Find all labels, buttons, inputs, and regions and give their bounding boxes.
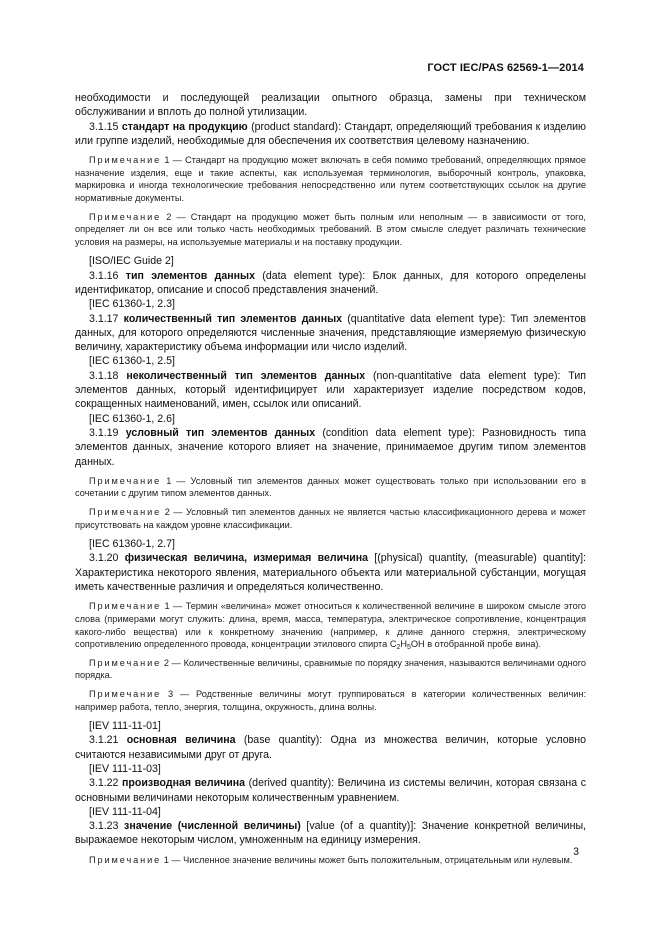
term: количественный тип элементов данных <box>123 312 343 325</box>
reference: [IEC 61360-1, 2.6] <box>89 412 175 425</box>
term: условный тип элементов данных <box>125 426 316 439</box>
page-number: 3 <box>573 846 579 858</box>
reference: [IEV 111-11-04] <box>89 805 161 818</box>
document-header: ГОСТ IEC/PAS 62569-1—2014 <box>427 62 584 74</box>
note-3-1-20-1: Примечание 1 — Термин «величина» может относиться к количественной величине в широком смысле этого слова (примерами могут служить: длина, время, масса, температура, электрическое сопротивление, концентрация какого-либо вещества) или к конкретному значению (например, к длине данного стержня, электрическому сопротивлению определенного провода, концентрации этилового спирта $C_2H_5OH$ в отобранной пробе вина). <box>75 601 586 652</box>
note-3-1-23-1: Примечание 1 — Численное значение величины может быть положительным, отрицательным или нулевым. <box>89 854 573 865</box>
reference: [IEC 61360-1, 2.7] <box>89 538 175 551</box>
paragraph-continuation: необходимости и последующей реализации опытного образца, замены при техническом обслуживании и вплоть до полной утилизации. <box>75 92 586 119</box>
reference: [IEV 111-11-01] <box>89 720 161 733</box>
note-3-1-20-3: Примечание 3 — Родственные величины могут группироваться в категории количественных величин: например работа, тепло, энергия, толщина, окружность, длина волны. <box>75 688 586 712</box>
note-3-1-19-2: Примечание 2 — Условный тип элементов данных не является частью классификационного дерева и может присутствовать на каждом уровне классификации. <box>75 506 586 530</box>
term: значение (численной величины) <box>124 820 301 833</box>
definition-3-1-18: 3.1.18 неколичественный тип элементов данных (non-quantitative data element type): Тип элементов данных, который идентифицирует или характеризует изделие посредством кодов, сокращенных наименований, имен, ссылок или описаний. <box>75 369 586 411</box>
definition-3-1-15: 3.1.15 стандарт на продукцию (product standard): Стандарт, определяющий требования к изделию или группе изделий, необходимые для обеспечения их соответствия целевому назначению. <box>75 120 586 147</box>
document-body <box>75 91 586 872</box>
definition-3-1-22: 3.1.22 производная величина (derived quantity): Величина из системы величин, которая связана с основными величинами некоторым количественным уравнением. <box>75 777 586 804</box>
note-3-1-20-2: Примечание 2 — Количественные величины, сравнимые по порядку значения, называются величинами одного порядка. <box>75 657 586 681</box>
term: тип элементов данных <box>125 269 255 282</box>
definition-3-1-16: 3.1.16 тип элементов данных (data element type): Блок данных, для которого определены идентификатор, описание и способ представления значений. <box>75 269 587 296</box>
reference: [IEC 61360-1, 2.5] <box>89 355 175 368</box>
note-3-1-15-2: Примечание 2 — Стандарт на продукцию может быть полным или неполным — в зависимости от того, определяет ли он все или только часть необходимых требований. В этом смысле следует различать технические условия на размеры, на используемые материалы и на поставку продукции. <box>75 211 586 247</box>
note-3-1-19-1: Примечание 1 — Условный тип элементов данных может существовать только при использовании его в сочетании с другим типом элементов данных. <box>75 475 586 499</box>
definition-3-1-23: 3.1.23 значение (численной величины) [value (of a quantity)]: Значение конкретной величины, выражаемое некоторым числом, умноженным на единицу измерения. <box>75 820 586 847</box>
definition-3-1-20: 3.1.20 физическая величина, измеримая величина [(physical) quantity, (measurable) quantity]: Характеристика некоторого явления, материального объекта или материальной субстанции, могущая иметь качественные различия и определяться количественно. <box>75 552 586 594</box>
definition-3-1-19: 3.1.19 условный тип элементов данных (condition data element type): Разновидность типа элементов данных, значение которого влияет на значение, принимаемое другим типом элементов данных. <box>75 426 586 468</box>
term: физическая величина, измеримая величина <box>124 552 369 565</box>
reference: [IEC 61360-1, 2.3] <box>89 298 175 311</box>
term: стандарт на продукцию <box>121 120 248 133</box>
definition-3-1-17: 3.1.17 количественный тип элементов данных (quantitative data element type): Тип элементов данных, для которого определяются численные значения, представляющие измеряемую физическую величину, характеристику объема информации или число изделий. <box>75 312 587 354</box>
definition-3-1-21: 3.1.21 основная величина (base quantity): Одна из множества величин, которые условно считаются независимыми друг от друга. <box>75 734 586 761</box>
reference: [IEV 111-11-03] <box>89 763 161 775</box>
term: производная величина <box>122 777 246 790</box>
term: неколичественный тип элементов данных <box>126 369 366 382</box>
note-3-1-15-1: Примечание 1 — Стандарт на продукцию может включать в себя помимо требований, определяющих прямое назначение изделия, еще и такие аспекты, как используемая терминология, выборочный контроль, упаковка, маркировка и иногда технологические требования непосредственно или путем соответствующих ссылок на другие нормативные документы. <box>75 155 586 203</box>
term: основная величина <box>126 734 236 747</box>
reference: [ISO/IEC Guide 2] <box>89 255 174 268</box>
